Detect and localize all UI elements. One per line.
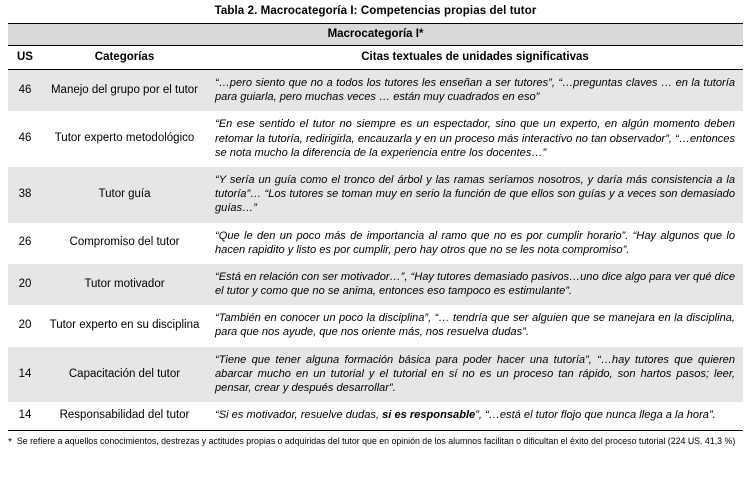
cell-categoria: Compromiso del tutor xyxy=(42,223,207,264)
cell-cita xyxy=(207,223,743,264)
table-row xyxy=(8,402,743,430)
cell-cita xyxy=(207,305,743,346)
cell-us: 46 xyxy=(8,111,42,167)
table-row xyxy=(8,264,743,305)
cita-text: “Que le den un poco más de importancia al ramo que no es por cumplir horario”. “Hay algunos que lo hacen rapidito y listo es por cumplir, pero hay otros que no se les nota compromiso”. xyxy=(215,229,736,256)
cita-text: ”, “…está el tutor flojo que nunca llega a la hora”. xyxy=(475,409,716,422)
table-row xyxy=(8,70,743,112)
cita-text: “…pero siento que no a todos los tutores les enseñan a ser tutores”, “…preguntas claves … en la tutoría para guiarla, pero muchas veces … están muy cuadrados en eso” xyxy=(215,77,736,104)
cell-us: 14 xyxy=(8,347,42,403)
cell-cita xyxy=(207,70,743,112)
cell-categoria: Tutor guía xyxy=(42,167,207,223)
footnote-text: Se refiere a aquellos conocimientos, destrezas y actitudes propias o adquiridas del tutor que en opinión de los alumnos facilitan o dificultan el éxito del proceso tutorial (224 US. 41,3 %) xyxy=(16,435,736,446)
cell-us: 20 xyxy=(8,305,42,346)
cita-text: “Si es motivador, resuelve dudas, xyxy=(215,409,383,422)
table-banner-row xyxy=(8,24,743,46)
cita-text: “Está en relación con ser motivador…”, “Hay tutores demasiado pasivos…uno dice algo para ver qué dice el tutor y como que no se anima, entonces eso tampoco es estimulante”. xyxy=(215,270,736,298)
cell-categoria: Capacitación del tutor xyxy=(42,347,207,403)
banner-label: Macrocategoría I* xyxy=(8,24,743,46)
cita-text: “Y sería un guía como el tronco del árbol y las ramas seríamos nosotros, y daría más consistencia a la tutoría”… “Los tutores se toman muy en serio la función de que ellos son guías y a veces son demasiado guías…” xyxy=(215,173,736,215)
page-title: Tabla 2. Macrocategoría I: Competencias propias del tutor xyxy=(214,5,537,17)
table-row xyxy=(8,305,743,346)
table-row xyxy=(8,167,743,223)
column-header-us: US xyxy=(8,46,42,70)
cell-categoria: Tutor motivador xyxy=(42,264,207,305)
cell-categoria: Tutor experto metodológico xyxy=(42,111,207,167)
cell-cita xyxy=(207,111,743,167)
column-header-citas: Citas textuales de unidades significativas xyxy=(207,46,743,70)
cell-categoria: Responsabilidad del tutor xyxy=(42,402,207,430)
footnote-marker: * xyxy=(8,436,12,448)
cell-categoria: Manejo del grupo por el tutor xyxy=(42,70,207,112)
table-row xyxy=(8,347,743,403)
cell-us: 14 xyxy=(8,402,42,430)
cell-cita xyxy=(207,402,743,430)
table-body xyxy=(8,70,743,431)
cell-us: 26 xyxy=(8,223,42,264)
table-header-row xyxy=(8,46,743,70)
column-header-categorias: Categorías xyxy=(42,46,207,70)
cell-us: 38 xyxy=(8,167,42,223)
cell-cita xyxy=(207,347,743,403)
table-row xyxy=(8,223,743,264)
cell-cita xyxy=(207,167,743,223)
cita-text: “Tiene que tener alguna formación básica para poder hacer una tutoría”, “…hay tutores que quieren abarcar mucho en un tutorial y el tutorial en sí no es un proceso tan rápido, son hartos pasos; leer, pensar, crear y después desarrollar”. xyxy=(215,353,736,394)
cell-us: 20 xyxy=(8,264,42,305)
cell-cita xyxy=(207,264,743,305)
cell-us: 46 xyxy=(8,70,42,112)
cell-categoria: Tutor experto en su disciplina xyxy=(42,305,207,346)
table-row xyxy=(8,111,743,167)
macrocategoria-table xyxy=(8,23,743,431)
cita-emphasis: si es responsable xyxy=(382,409,476,422)
cita-text: “En ese sentido el tutor no siempre es un espectador, sino que un experto, en algún momento deben retomar la tutoría, redirigirla, encauzarla y en un proceso más interactivo no tan observador”, “…entonces se nota mucho la diferencia de la experiencia entre los docentes…” xyxy=(215,118,736,159)
table-footnote xyxy=(8,436,743,448)
cita-text: “También en conocer un poco la disciplina”, “… tendría que ser alguien que se manejara en la disciplina, para que nos ayude, que nos oriente más, nos resuelva dudas”. xyxy=(215,312,736,339)
